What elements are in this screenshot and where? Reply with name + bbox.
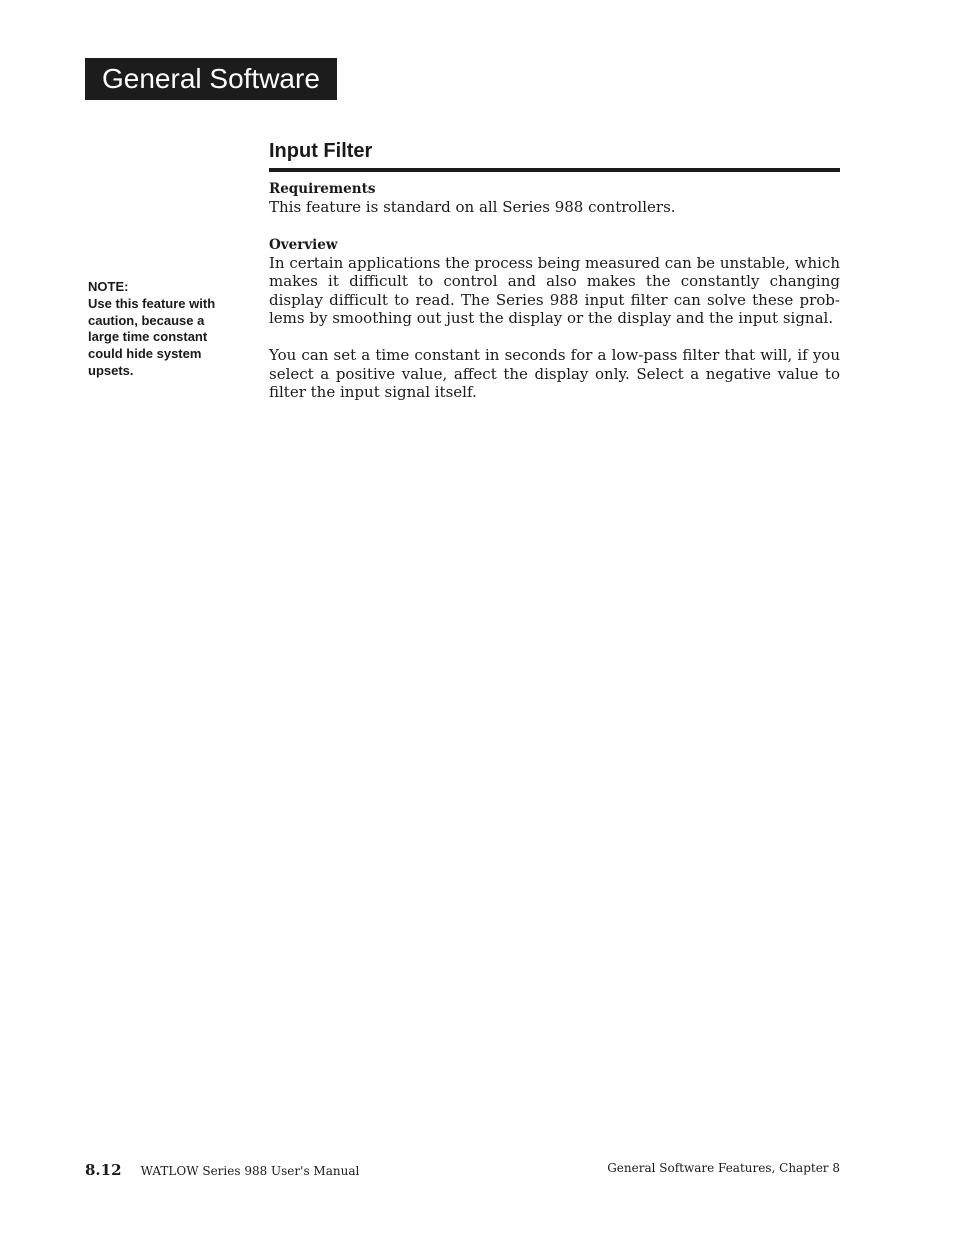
note-label: NOTE: xyxy=(88,279,129,294)
section-rule xyxy=(269,168,840,172)
page-number: 8.12 xyxy=(85,1161,122,1179)
requirements-text: This feature is standard on all Series 988 controllers. xyxy=(269,198,676,216)
overview-block xyxy=(269,236,840,402)
requirements-heading: Requirements xyxy=(269,181,376,197)
footer-left xyxy=(85,1160,359,1179)
note-text: Use this feature with caution, because a large time constant could hide system upsets. xyxy=(88,295,216,378)
section-title: Input Filter xyxy=(269,140,373,162)
main-content xyxy=(269,180,840,421)
overview-heading: Overview xyxy=(269,236,338,253)
margin-note xyxy=(88,279,228,380)
footer-chapter-ref: General Software Features, Chapter 8 xyxy=(607,1161,840,1175)
requirements-block xyxy=(269,180,840,217)
overview-paragraph-2: You can set a time constant in seconds for a low-pass filter that will, if you select a positive value, affect the display only. Select a negative value to filter the input signal itself. xyxy=(269,345,840,402)
chapter-banner: General Software xyxy=(85,58,337,100)
overview-paragraph-1: In certain applications the process being measured can be unstable, which makes it difficult to control and also makes the constantly changing display difficult to read. The Series 988 input filter can solve these problems by smoothing out just the display or the display and the input signal. xyxy=(269,253,840,328)
manual-name: WATLOW Series 988 User's Manual xyxy=(140,1164,360,1178)
